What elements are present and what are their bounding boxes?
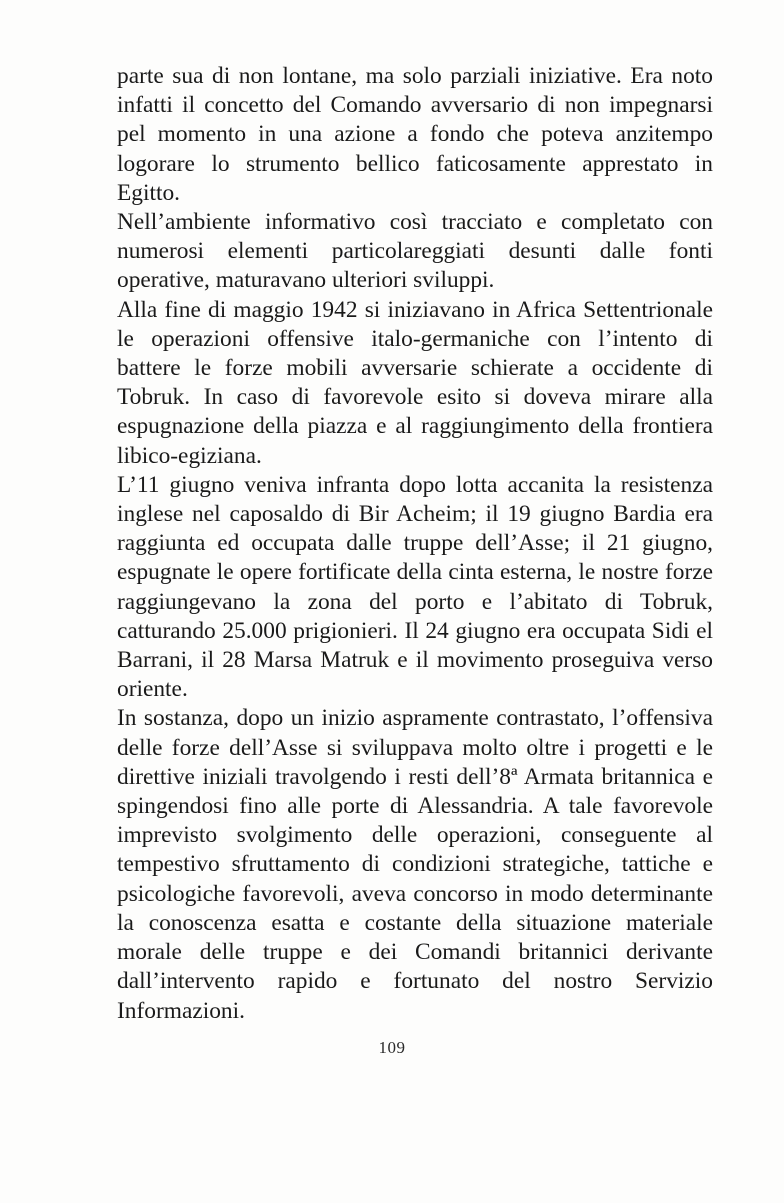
page-number: 109 — [378, 1038, 406, 1057]
paragraph-3: Alla fine di maggio 1942 si iniziavano in Africa Settentrionale le operazioni offensive italo-germaniche con l’intento di battere le forze mobili avversarie schierate a occidente di Tobruk. In caso di favorevole esito si doveva mirare alla espugnazione della piazza e al raggiungimento della frontiera libico-egiziana. — [117, 296, 713, 469]
body-text — [117, 62, 713, 1026]
paragraph-4: L’11 giugno veniva infranta dopo lotta accanita la resistenza inglese nel caposaldo di Bir Acheim; il 19 giugno Bardia era raggiunta ed occupata dalle truppe dell’Asse; il 21 giugno, espugnate le opere fortificate della cinta esterna, le nostre forze raggiungevano la zona del porto e l’abitato di Tobruk, catturando 25.000 prigionieri. Il 24 giugno era occupata Sidi el Barrani, il 28 Marsa Matruk e il movimento proseguiva verso oriente. — [117, 471, 713, 703]
paragraph-1: parte sua di non lontane, ma solo parziali iniziative. Era noto infatti il concetto del Comando avversario di non impegnarsi pel momento in una azione a fondo che poteva anzitempo logorare lo strumento bellico faticosamente apprestato in Egitto. — [117, 63, 713, 206]
paragraph-2: Nell’ambiente informativo così tracciato e completato con numerosi elementi particolareggiati desunti dalle fonti operative, maturavano ulteriori sviluppi. — [117, 209, 713, 294]
paragraph-5: In sostanza, dopo un inizio aspramente contrastato, l’offensiva delle forze dell’Asse si sviluppava molto oltre i progetti e le direttive iniziali travolgendo i resti dell’8ª Armata britannica e spingendosi fino alle porte di Alessandria. A tale favorevole imprevisto svolgimento delle operazioni, conseguente al tempestivo sfruttamento di condizioni strategiche, tattiche e psicologiche favorevoli, aveva concorso in modo determinante la conoscenza esatta e costante della situazione materiale morale delle truppe e dei Comandi britannici derivante dall’intervento rapido e fortunato del nostro Servizio Informazioni. — [117, 705, 713, 1024]
